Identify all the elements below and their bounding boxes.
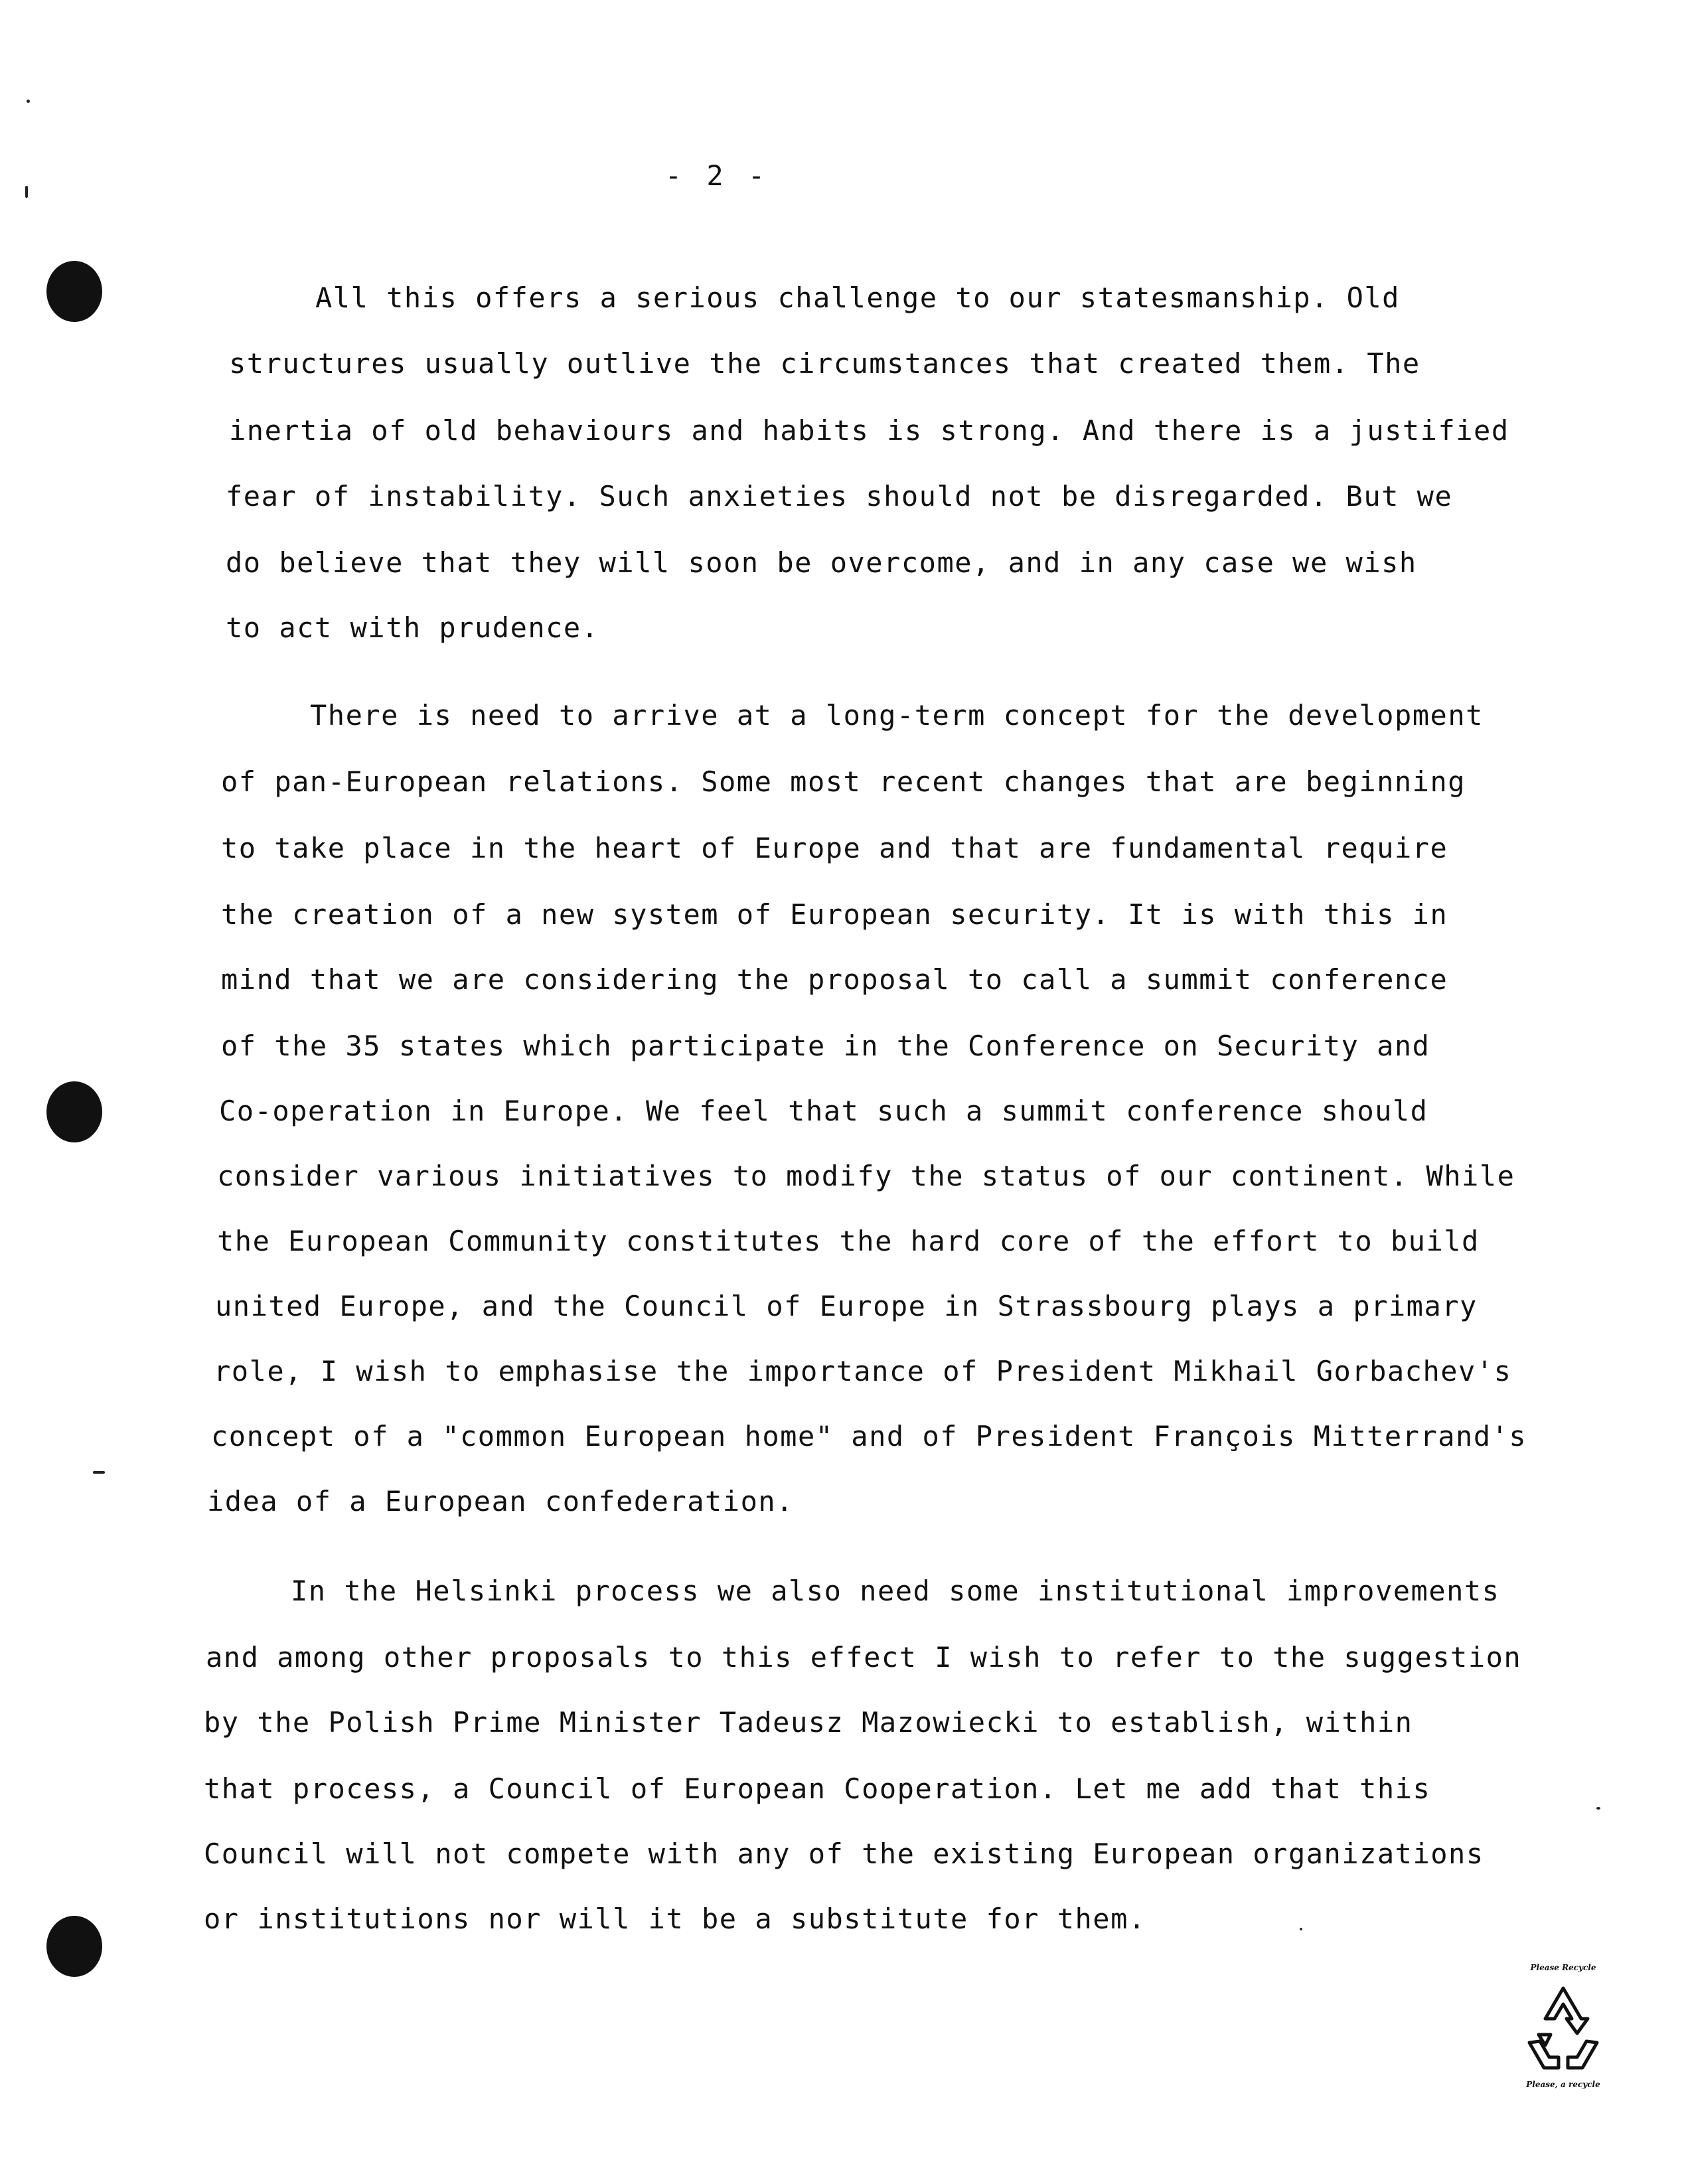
text-line: concept of a "common European home" and of President François Mitterrand's bbox=[211, 1420, 1527, 1452]
text-line: to act with prudence. bbox=[226, 611, 599, 644]
text-line: structures usually outlive the circumstances that created them. The bbox=[229, 347, 1420, 380]
text-line: of the 35 states which participate in the Conference on Security and bbox=[221, 1030, 1430, 1062]
text-line: united Europe, and the Council of Europe in Strassbourg plays a primary bbox=[215, 1290, 1478, 1322]
page-number: - 2 - bbox=[664, 159, 769, 192]
punch-hole-middle bbox=[46, 1081, 102, 1142]
text-line: and among other proposals to this effect I wish to refer to the suggestion bbox=[206, 1641, 1522, 1674]
text-line: that process, a Council of European Cooperation. Let me add that this bbox=[204, 1772, 1431, 1805]
text-line: or institutions nor will it be a substitute for them. bbox=[204, 1903, 1146, 1935]
text-line: All this offers a serious challenge to our statesmanship. Old bbox=[315, 281, 1400, 314]
text-line: In the Helsinki process we also need some institutional improvements bbox=[291, 1575, 1500, 1607]
recycle-top-text: Please Recycle bbox=[1530, 1963, 1596, 1972]
text-line: idea of a European confederation. bbox=[207, 1485, 794, 1518]
scan-speck bbox=[27, 100, 30, 103]
text-line: by the Polish Prime Minister Tadeusz Mazowiecki to establish, within bbox=[204, 1706, 1413, 1739]
recycle-bottom-text: Please, a recycle bbox=[1526, 2080, 1600, 2089]
text-line: do believe that they will soon be overcome, and in any case we wish bbox=[226, 546, 1417, 579]
scan-speck bbox=[1596, 1807, 1600, 1810]
text-line: of pan-European relations. Some most recent changes that are beginning bbox=[221, 765, 1466, 798]
text-line: consider various initiatives to modify the status of our continent. While bbox=[217, 1160, 1515, 1192]
text-line: inertia of old behaviours and habits is strong. And there is a justified bbox=[229, 414, 1509, 447]
text-line: fear of instability. Such anxieties should not be disregarded. But we bbox=[226, 480, 1453, 512]
scan-speck bbox=[25, 186, 28, 198]
recycle-icon bbox=[1520, 1982, 1606, 2074]
text-line: the European Community constitutes the hard core of the effort to build bbox=[217, 1225, 1480, 1257]
scan-speck bbox=[93, 1471, 105, 1474]
text-line: There is need to arrive at a long-term concept for the development bbox=[310, 699, 1484, 732]
punch-hole-top bbox=[46, 261, 102, 322]
text-line: to take place in the heart of Europe and that are fundamental require bbox=[221, 832, 1448, 864]
text-line: mind that we are considering the proposal to call a summit conference bbox=[221, 963, 1448, 996]
text-line: Co-operation in Europe. We feel that such a summit conference should bbox=[219, 1095, 1428, 1127]
text-line: the creation of a new system of European security. It is with this in bbox=[221, 898, 1448, 931]
text-line: Council will not compete with any of the existing European organizations bbox=[204, 1837, 1484, 1870]
recycle-logo bbox=[1500, 1955, 1626, 2101]
scan-speck bbox=[1300, 1928, 1302, 1930]
text-line: role, I wish to emphasise the importance of President Mikhail Gorbachev's bbox=[214, 1355, 1512, 1387]
punch-hole-bottom bbox=[46, 1916, 102, 1977]
